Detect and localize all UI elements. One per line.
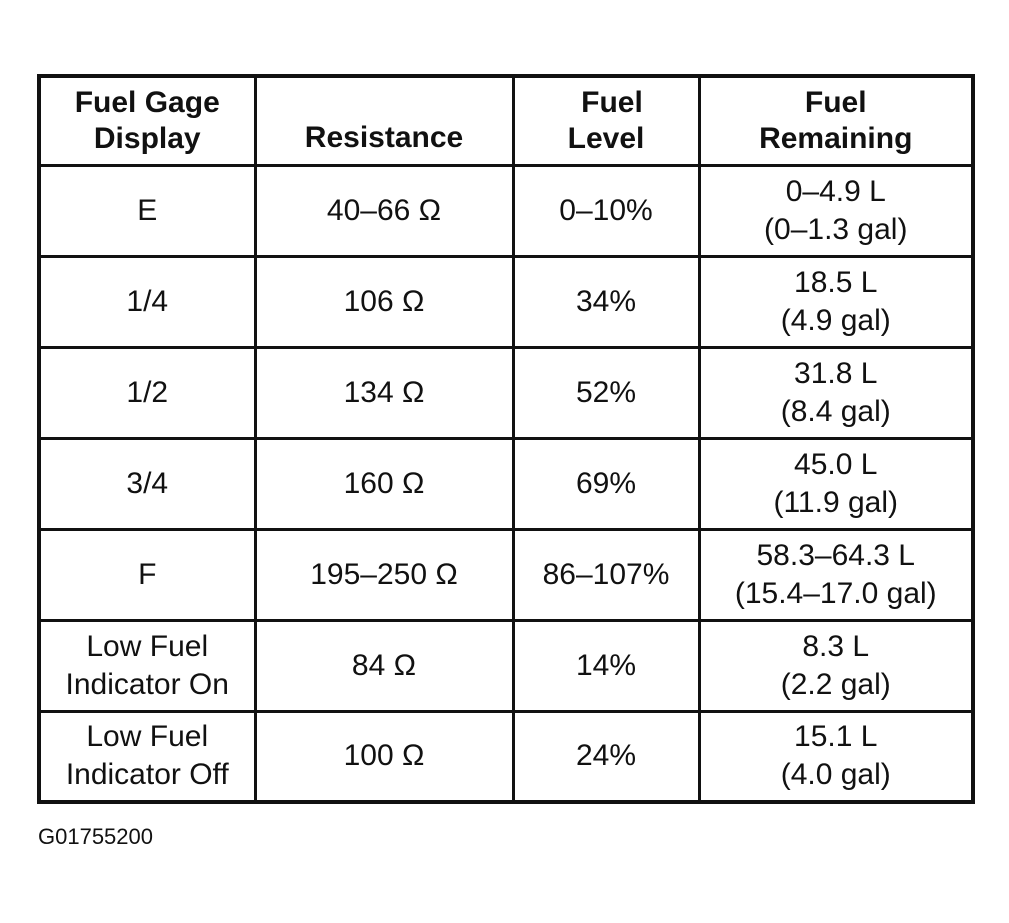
cell-text: 1/4 [126, 284, 169, 318]
cell-resistance: 84 Ω [255, 620, 513, 711]
cell-text: F [138, 557, 157, 591]
cell-text: Low Fuel [86, 720, 209, 754]
cell-resistance: 134 Ω [255, 347, 513, 438]
cell-display [39, 347, 255, 438]
header-text: Fuel [581, 85, 643, 119]
cell-text: 0–4.9 L [785, 174, 886, 208]
cell-level: 24% [513, 711, 699, 802]
cell-text: 31.8 L [794, 356, 878, 390]
cell-level: 14% [513, 620, 699, 711]
cell-level: 69% [513, 438, 699, 529]
table-row [39, 529, 973, 620]
cell-remaining [699, 529, 973, 620]
cell-level: 0–10% [513, 165, 699, 256]
cell-remaining [699, 165, 973, 256]
table-row [39, 347, 973, 438]
header-text: Display [93, 121, 201, 155]
cell-remaining [699, 256, 973, 347]
table-row [39, 711, 973, 802]
cell-remaining [699, 347, 973, 438]
cell-display [39, 438, 255, 529]
cell-display [39, 165, 255, 256]
cell-resistance: 195–250 Ω [255, 529, 513, 620]
cell-text: 3/4 [126, 466, 169, 500]
header-text: Level [567, 121, 645, 155]
header-text: Fuel [804, 85, 867, 119]
header-text: Fuel Gage [74, 85, 220, 119]
cell-text: (8.4 gal) [780, 394, 891, 428]
table-row [39, 165, 973, 256]
cell-display [39, 620, 255, 711]
header-resistance [255, 76, 513, 165]
cell-resistance: 106 Ω [255, 256, 513, 347]
table-row [39, 438, 973, 529]
cell-text: (0–1.3 gal) [764, 212, 908, 246]
cell-text: (4.9 gal) [780, 303, 891, 337]
cell-text: 45.0 L [794, 447, 878, 481]
header-text: Remaining [759, 121, 913, 155]
cell-text: 8.3 L [802, 629, 870, 663]
cell-text: E [137, 193, 158, 227]
cell-text: (4.0 gal) [780, 758, 891, 792]
cell-text: (15.4–17.0 gal) [734, 576, 937, 610]
header-fuel-gage-display [39, 76, 255, 165]
header-row [39, 76, 973, 165]
cell-text: 58.3–64.3 L [756, 538, 915, 572]
cell-text: (2.2 gal) [780, 667, 891, 701]
cell-remaining [699, 620, 973, 711]
cell-resistance: 100 Ω [255, 711, 513, 802]
cell-display [39, 529, 255, 620]
table-row [39, 256, 973, 347]
fuel-gage-table [37, 74, 975, 804]
header-fuel-level [513, 76, 699, 165]
cell-remaining [699, 438, 973, 529]
cell-text: (11.9 gal) [773, 485, 898, 519]
cell-level: 52% [513, 347, 699, 438]
header-fuel-remaining [699, 76, 973, 165]
cell-text: Indicator Off [65, 758, 229, 792]
table-row [39, 620, 973, 711]
cell-resistance: 160 Ω [255, 438, 513, 529]
cell-level: 86–107% [513, 529, 699, 620]
cell-text: 15.1 L [794, 720, 878, 754]
cell-text: Low Fuel [86, 629, 209, 663]
cell-resistance: 40–66 Ω [255, 165, 513, 256]
cell-text: 1/2 [126, 375, 169, 409]
cell-level: 34% [513, 256, 699, 347]
cell-text: Indicator On [65, 667, 229, 701]
cell-text: 18.5 L [794, 265, 878, 299]
cell-remaining [699, 711, 973, 802]
cell-display [39, 256, 255, 347]
cell-display [39, 711, 255, 802]
header-text: Resistance [304, 120, 464, 154]
figure-code: G01755200 [38, 824, 153, 849]
